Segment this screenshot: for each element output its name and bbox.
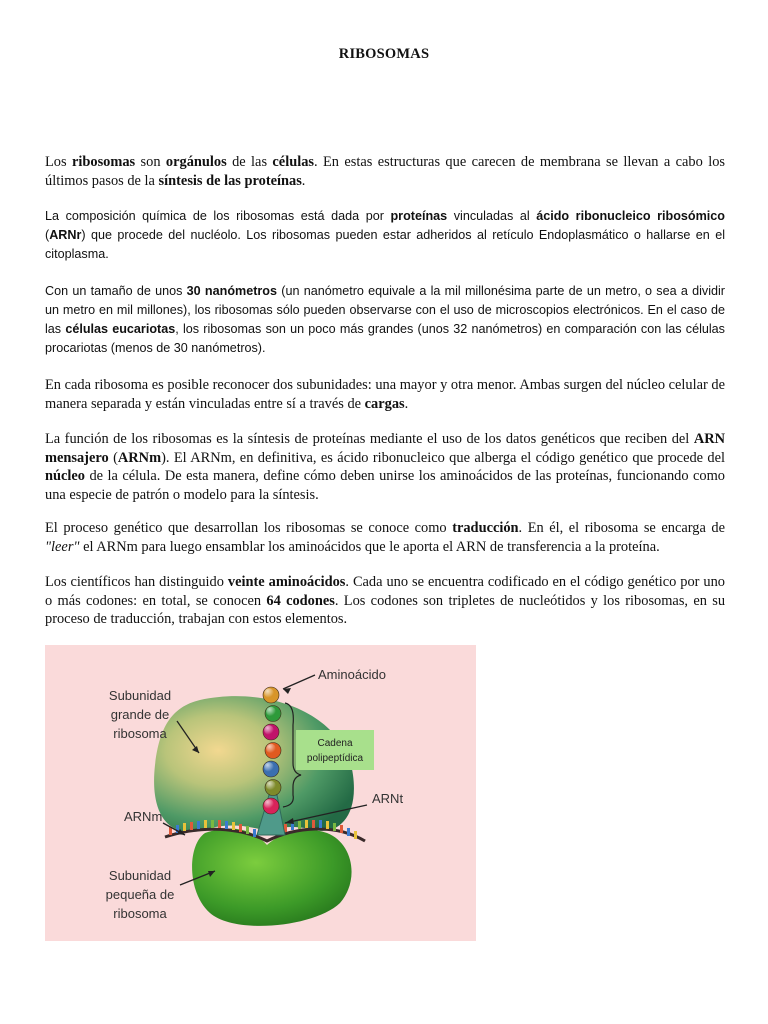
subunidad-pequena-label-3: ribosoma [113,906,167,921]
aminoacido-arrow [283,675,315,689]
text-run: (un nanómetro equivale a la mil millonésima parte de un metro, o sea a dividir un metro en mil millones), los ribosomas sólo pueden observarse con el uso de microscopios electrónicos. En el caso de las [45,284,726,336]
bead-highlight [266,781,276,791]
cadena-label-1: Cadena [317,738,353,749]
paragraph-1 [45,153,725,190]
bold-term: núcleo [45,468,85,484]
bold-term: 30 nanómetros [186,284,278,298]
bold-term: células [272,154,314,170]
paragraph-4 [45,376,725,413]
paragraph-6 [45,519,725,556]
text-run: . En él, el ribosoma se encarga de [518,520,725,536]
bold-term: ARNr [49,228,82,242]
arnt-label: ARNt [372,791,404,806]
bead-highlight [264,725,274,735]
text-run: ). El ARNm, en definitiva, es ácido ribonucleico que alberga el código genético que procede del [161,449,726,466]
bold-term: orgánulos [165,154,227,170]
text-run: , los ribosomas son un poco más grandes (unos 32 nanómetros) en comparación con las células procariotas (menos de 30 nanómetros). [45,322,725,355]
text-run: ( [108,449,118,466]
small-subunit-shape [192,829,351,926]
text-run: vinculadas al [447,209,537,223]
arnm-label: ARNm [124,809,163,824]
text-run: La función de los ribosomas es la síntesis de proteínas mediante el uso de los datos genéticos que reciben del [45,431,694,447]
text-run: La composición química de los ribosomas está dada por [45,209,391,223]
bold-term: veinte aminoácidos [227,574,346,590]
text-run: . Los codones son tripletes de nucleótidos y los ribosomas, en su proceso de traducción, trabajan con estos elementos. [45,592,726,627]
bold-term: proteínas [390,209,448,223]
ribosome-diagram [45,645,476,941]
bold-term: células eucariotas [65,322,176,336]
arrowhead [283,688,291,694]
text-run: ( [45,228,50,242]
aminoacido-label: Aminoácido [318,667,386,682]
paragraph-5 [45,430,725,504]
text-run: . [301,172,306,189]
bold-term: ARN mensajero [45,431,725,466]
bold-term: ARNm [117,449,162,466]
paragraph-7 [45,573,725,629]
bold-term: traducción [452,520,519,536]
subunidad-grande-label-1: Subunidad [108,688,172,703]
subunidad-grande-label-3: ribosoma [113,726,167,741]
text-run: . [404,395,409,412]
bead-highlight [264,762,274,772]
text-run: el ARNm para luego ensamblar los aminoácidos que le aporta el ARN de transferencia a la proteína. [79,538,660,555]
subunidad-grande-label-2: grande de [110,707,170,722]
text-run: Los [45,154,72,170]
paragraph-3 [45,282,725,358]
paragraph-2 [45,207,725,264]
bold-term: cargas [364,395,405,412]
bead-highlight [266,707,276,717]
text-run: . Cada uno se encuentra codificado en el código genético por uno o más codones: en total, se conocen [45,574,725,609]
italic-term: "leer" [45,538,80,555]
text-run: de las [226,154,273,170]
subunidad-pequena-label-2: pequeña de [105,887,175,902]
text-run: El proceso genético que desarrollan los ribosomas se conoce como [45,520,453,536]
text-run: Con un tamaño de unos [45,284,187,298]
cadena-box [296,730,374,770]
bold-term: ribosomas [71,154,136,170]
bead-highlight [264,799,274,809]
bead-highlight [264,688,274,698]
text-run: . En estas estructuras que carecen de membrana se llevan a cabo los últimos pasos de la [45,154,726,189]
bold-term: ácido ribonucleico ribosómico [536,209,725,223]
subunidad-pequena-label-1: Subunidad [108,868,172,883]
bold-term: síntesis de las proteínas [158,172,302,189]
text-run: son [135,154,166,170]
text-run: ) que procede del nucléolo. Los ribosomas pueden estar adheridos al retículo Endoplasmático o hallarse en el citoplasma. [45,228,725,261]
bold-term: 64 codones [266,592,335,609]
document-title: RIBOSOMAS [338,46,430,62]
cadena-label-2: polipeptídica [306,753,364,764]
bead-highlight [266,744,276,754]
text-run: de la célula. De esta manera, define cómo deben unirse los aminoácidos de las proteínas, funcionando como una especie de patrón o modelo para la síntesis. [45,468,725,503]
text-run: En cada ribosoma es posible reconocer dos subunidades: una mayor y otra menor. Ambas surgen del núcleo celular de manera separada y están vinculadas entre sí a través de [45,377,725,412]
text-run: Los científicos han distinguido [45,574,228,590]
